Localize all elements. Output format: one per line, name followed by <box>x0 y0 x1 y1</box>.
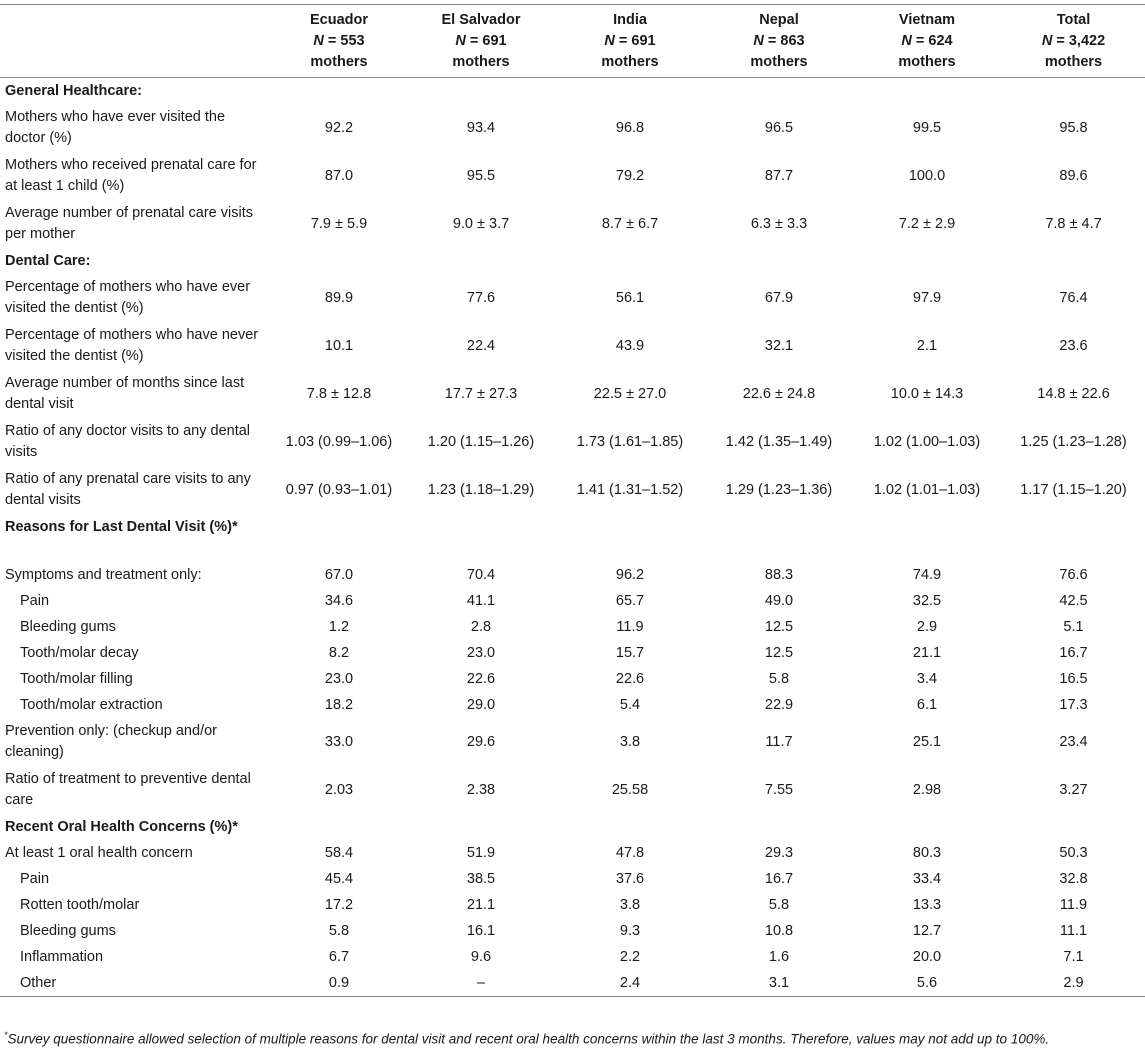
table-cell: 16.7 <box>764 870 794 887</box>
table-row <box>0 640 1145 666</box>
table-cell: 16.7 <box>1059 644 1088 661</box>
column-country: Total <box>1056 12 1091 28</box>
column-unit: mothers <box>1044 54 1103 70</box>
table-cell: 2.2 <box>619 948 641 965</box>
table-cell: 7.8 ± 12.8 <box>306 385 372 402</box>
table-cell: 10.8 <box>764 922 794 939</box>
column-n-label: N <box>604 33 615 49</box>
table-row <box>0 322 1145 370</box>
table-cell: 6.3 ± 3.3 <box>750 215 808 232</box>
table-cell: 11.9 <box>616 618 644 635</box>
column-header-total <box>1002 5 1145 78</box>
table-cell <box>1002 78 1145 105</box>
column-n-label: N <box>901 33 912 49</box>
table-cell: 7.55 <box>764 781 794 798</box>
table-cell: 25.58 <box>611 781 649 798</box>
row-label: Average number of months since last dental visit <box>5 375 245 412</box>
row-label: Bleeding gums <box>20 619 116 635</box>
table-cell: 100.0 <box>908 167 946 184</box>
row-label: Other <box>20 975 57 991</box>
table-cell: 22.6 <box>466 670 496 687</box>
table-row <box>0 892 1145 918</box>
table-cell: 2.1 <box>916 337 938 354</box>
table-row <box>0 692 1145 718</box>
column-n-value: = 3,422 <box>1056 33 1106 49</box>
table-cell: 93.4 <box>466 119 496 136</box>
table-row <box>0 718 1145 766</box>
row-label: Mothers who received prenatal care for at least 1 child (%) <box>5 157 257 194</box>
table-cell: 1.23 (1.18–1.29) <box>427 481 535 498</box>
table-cell: 96.2 <box>615 566 645 583</box>
footnote-text: Survey questionnaire allowed selection of multiple reasons for dental visit and recent oral health concerns within the last 3 months. Therefore, values may not add up to 100%. <box>7 1031 1050 1047</box>
table-header <box>0 5 1145 78</box>
row-label: Percentage of mothers who have never visited the dentist (%) <box>5 327 259 364</box>
column-header-ecuador <box>270 5 408 78</box>
table-cell: 9.3 <box>619 922 641 939</box>
table-row <box>0 918 1145 944</box>
table-cell <box>852 514 1002 562</box>
table-cell: 7.1 <box>1063 948 1084 965</box>
table-cell: 0.97 (0.93–1.01) <box>285 481 393 498</box>
column-unit: mothers <box>310 54 368 70</box>
column-header-vietnam <box>852 5 1002 78</box>
table-cell: 1.03 (0.99–1.06) <box>285 433 393 450</box>
table-cell: 37.6 <box>615 870 645 887</box>
table-row <box>0 666 1145 692</box>
table-cell: 5.8 <box>328 922 350 939</box>
table-cell: 29.6 <box>466 733 496 750</box>
table-row <box>0 200 1145 248</box>
table-cell: 5.6 <box>916 974 938 991</box>
row-label: Symptoms and treatment only: <box>5 567 202 583</box>
column-sample-size <box>408 31 554 52</box>
table-cell: 3.4 <box>916 670 938 687</box>
table-cell: 23.4 <box>1059 733 1088 750</box>
table-cell: 42.5 <box>1059 592 1088 609</box>
table-cell: 2.9 <box>1063 974 1084 991</box>
column-header-india <box>554 5 706 78</box>
table-cell <box>408 514 554 562</box>
table-cell: 22.6 ± 24.8 <box>742 385 816 402</box>
table-row <box>0 970 1145 997</box>
table-cell: 2.03 <box>324 781 354 798</box>
table-cell: 47.8 <box>615 844 645 861</box>
table-cell: 17.2 <box>324 896 354 913</box>
table-cell: 1.02 (1.00–1.03) <box>873 433 981 450</box>
table-cell <box>270 78 408 105</box>
table-cell: 2.4 <box>619 974 641 991</box>
table-row <box>0 370 1145 418</box>
section-header-row <box>0 814 1145 840</box>
table-cell: 3.8 <box>619 733 641 750</box>
column-n-label: N <box>455 33 466 49</box>
survey-table <box>0 4 1145 997</box>
table-cell: 5.1 <box>1063 618 1084 635</box>
row-label: Ratio of treatment to preventive dental care <box>5 771 251 808</box>
table-cell: 22.5 ± 27.0 <box>593 385 667 402</box>
table-cell: 74.9 <box>912 566 942 583</box>
table-cell: 25.1 <box>912 733 942 750</box>
table-cell: 87.7 <box>764 167 794 184</box>
table-cell: 12.7 <box>912 922 942 939</box>
table-cell: 17.3 <box>1059 696 1088 713</box>
table-cell <box>1002 814 1145 840</box>
table-cell: 33.0 <box>324 733 354 750</box>
column-sample-size <box>852 31 1002 52</box>
table-cell: 3.1 <box>768 974 790 991</box>
table-cell: 15.7 <box>615 644 645 661</box>
table-cell: 11.1 <box>1059 922 1088 939</box>
table-cell: 7.8 ± 4.7 <box>1045 215 1102 232</box>
table-cell: 1.20 (1.15–1.26) <box>427 433 535 450</box>
section-label: General Healthcare: <box>5 83 143 99</box>
table-cell: 32.1 <box>764 337 794 354</box>
table-row <box>0 274 1145 322</box>
table-cell: 77.6 <box>466 289 496 306</box>
column-n-value: = 553 <box>327 33 365 49</box>
row-label: Pain <box>20 871 50 887</box>
table-cell: 17.7 ± 27.3 <box>444 385 518 402</box>
row-label: Rotten tooth/molar <box>20 897 140 913</box>
table-row <box>0 944 1145 970</box>
table-cell: – <box>476 974 486 991</box>
table-cell: 1.2 <box>328 618 350 635</box>
table-cell <box>852 814 1002 840</box>
table-cell <box>554 248 706 274</box>
section-label: Dental Care: <box>5 253 91 269</box>
table-cell: 18.2 <box>324 696 354 713</box>
table-body <box>0 78 1145 997</box>
table-cell: 21.1 <box>466 896 496 913</box>
column-country: Vietnam <box>898 12 956 28</box>
table-cell: 12.5 <box>764 644 794 661</box>
table-cell: 16.5 <box>1059 670 1088 687</box>
table-cell: 10.1 <box>324 337 354 354</box>
footnote-marker: * <box>4 1030 8 1040</box>
row-label: Pain <box>20 593 50 609</box>
table-cell: 5.4 <box>619 696 641 713</box>
row-label: At least 1 oral health concern <box>5 845 193 861</box>
section-label: Reasons for Last Dental Visit (%)* <box>5 519 238 535</box>
table-cell: 29.0 <box>466 696 496 713</box>
table-cell: 14.8 ± 22.6 <box>1037 385 1110 402</box>
column-n-value: = 691 <box>469 33 507 49</box>
table-cell: 41.1 <box>466 592 496 609</box>
table-cell: 33.4 <box>912 870 942 887</box>
table-cell: 80.3 <box>912 844 942 861</box>
column-n-value: = 691 <box>618 33 656 49</box>
table-cell: 23.6 <box>1059 337 1088 354</box>
table-cell: 23.0 <box>466 644 496 661</box>
table-cell: 88.3 <box>764 566 794 583</box>
table-cell <box>706 814 852 840</box>
table-cell: 5.8 <box>768 670 790 687</box>
table-cell: 1.17 (1.15–1.20) <box>1020 481 1127 498</box>
row-label: Ratio of any prenatal care visits to any dental visits <box>5 471 251 508</box>
table-cell <box>852 248 1002 274</box>
table-cell: 22.6 <box>615 670 645 687</box>
column-header-nepal <box>706 5 852 78</box>
table-cell <box>706 514 852 562</box>
table-cell: 1.25 (1.23–1.28) <box>1020 433 1127 450</box>
column-sample-size <box>706 31 852 52</box>
table-cell <box>270 248 408 274</box>
section-header-row <box>0 248 1145 274</box>
table-row <box>0 866 1145 892</box>
table-cell: 12.5 <box>764 618 794 635</box>
table-cell <box>270 514 408 562</box>
table-row <box>0 840 1145 866</box>
table-cell: 67.0 <box>324 566 354 583</box>
table-cell: 1.29 (1.23–1.36) <box>725 481 833 498</box>
row-label: Percentage of mothers who have ever visited the dentist (%) <box>5 279 251 316</box>
table-cell: 95.5 <box>466 167 496 184</box>
section-header-row <box>0 78 1145 105</box>
table-cell: 32.8 <box>1059 870 1088 887</box>
table-cell: 89.9 <box>324 289 354 306</box>
table-cell <box>270 814 408 840</box>
column-sample-size <box>270 31 408 52</box>
row-label: Mothers who have ever visited the doctor (%) <box>5 109 226 146</box>
table-row <box>0 562 1145 588</box>
table-cell: 96.5 <box>764 119 794 136</box>
table-footnote <box>4 1026 1144 1049</box>
table-cell: 3.8 <box>619 896 641 913</box>
table-cell: 95.8 <box>1059 119 1088 136</box>
column-sample-size <box>554 31 706 52</box>
table-cell: 89.6 <box>1059 167 1088 184</box>
table-row <box>0 588 1145 614</box>
table-row <box>0 418 1145 466</box>
column-n-value: = 863 <box>767 33 805 49</box>
table-cell: 5.8 <box>768 896 790 913</box>
table-cell: 1.41 (1.31–1.52) <box>576 481 684 498</box>
table-cell <box>852 78 1002 105</box>
table-cell: 51.9 <box>466 844 496 861</box>
table-cell <box>1002 248 1145 274</box>
column-unit: mothers <box>452 54 510 70</box>
table-cell: 87.0 <box>324 167 354 184</box>
table-cell: 65.7 <box>615 592 645 609</box>
table-row <box>0 104 1145 152</box>
table-cell: 70.4 <box>466 566 496 583</box>
table-cell: 22.4 <box>466 337 496 354</box>
table-cell: 20.0 <box>912 948 942 965</box>
table-cell <box>706 78 852 105</box>
table-cell: 11.9 <box>1059 896 1088 913</box>
table-cell <box>1002 514 1145 562</box>
column-country: Nepal <box>759 12 799 28</box>
section-label: Recent Oral Health Concerns (%)* <box>5 819 238 835</box>
table-cell: 76.6 <box>1059 566 1088 583</box>
table-cell: 2.8 <box>470 618 492 635</box>
table-cell: 2.38 <box>466 781 496 798</box>
column-sample-size <box>1002 31 1145 52</box>
row-label: Tooth/molar extraction <box>20 697 163 713</box>
column-country: India <box>613 12 647 28</box>
table-cell <box>408 248 554 274</box>
table-cell: 8.2 <box>328 644 350 661</box>
table-cell: 23.0 <box>324 670 354 687</box>
table-cell: 13.3 <box>912 896 942 913</box>
table-row <box>0 152 1145 200</box>
table-cell: 9.0 ± 3.7 <box>452 215 510 232</box>
row-label: Tooth/molar decay <box>20 645 139 661</box>
table-cell: 97.9 <box>912 289 942 306</box>
table-cell: 10.0 ± 14.3 <box>890 385 964 402</box>
row-label: Tooth/molar filling <box>20 671 133 687</box>
table-cell: 1.73 (1.61–1.85) <box>576 433 684 450</box>
header-empty-cell <box>0 5 270 78</box>
table-cell: 76.4 <box>1059 289 1088 306</box>
table-cell: 2.98 <box>912 781 942 798</box>
table-cell <box>408 78 554 105</box>
table-cell: 1.02 (1.01–1.03) <box>873 481 981 498</box>
row-label: Average number of prenatal care visits per mother <box>5 205 253 242</box>
header-row <box>0 5 1145 78</box>
table-cell: 8.7 ± 6.7 <box>601 215 659 232</box>
table-cell <box>554 78 706 105</box>
table-cell <box>706 248 852 274</box>
table-cell: 16.1 <box>466 922 496 939</box>
table-cell: 34.6 <box>324 592 354 609</box>
table-cell: 29.3 <box>764 844 794 861</box>
table-cell <box>408 814 554 840</box>
column-n-label: N <box>753 33 764 49</box>
section-header-row <box>0 514 1145 562</box>
table-cell: 32.5 <box>912 592 942 609</box>
table-cell: 58.4 <box>324 844 354 861</box>
column-country: El Salvador <box>441 12 521 28</box>
table-row <box>0 614 1145 640</box>
row-label: Bleeding gums <box>20 923 116 939</box>
column-n-value: = 624 <box>915 33 953 49</box>
table-cell: 49.0 <box>764 592 794 609</box>
column-unit: mothers <box>750 54 808 70</box>
table-cell <box>554 814 706 840</box>
table-cell: 9.6 <box>470 948 492 965</box>
table-cell: 0.9 <box>328 974 350 991</box>
table-cell: 43.9 <box>615 337 645 354</box>
table-row <box>0 466 1145 514</box>
table-cell: 21.1 <box>912 644 942 661</box>
table-cell: 50.3 <box>1059 844 1088 861</box>
table-cell: 3.27 <box>1059 781 1088 798</box>
row-label: Prevention only: (checkup and/or cleaning) <box>5 723 217 760</box>
column-header-el-salvador <box>408 5 554 78</box>
table-row <box>0 766 1145 814</box>
table-cell: 45.4 <box>324 870 354 887</box>
table-cell: 6.7 <box>328 948 350 965</box>
table-cell: 56.1 <box>615 289 645 306</box>
row-label: Inflammation <box>20 949 104 965</box>
column-country: Ecuador <box>309 12 368 28</box>
table-cell: 79.2 <box>615 167 645 184</box>
table-cell: 1.6 <box>768 948 790 965</box>
table-cell: 6.1 <box>916 696 938 713</box>
table-cell: 7.2 ± 2.9 <box>898 215 956 232</box>
table-cell: 7.9 ± 5.9 <box>310 215 368 232</box>
table-cell: 1.42 (1.35–1.49) <box>725 433 833 450</box>
column-n-label: N <box>313 33 324 49</box>
column-n-label: N <box>1041 33 1053 49</box>
table-cell: 67.9 <box>764 289 794 306</box>
table-cell: 2.9 <box>916 618 938 635</box>
table-cell <box>554 514 706 562</box>
table-cell: 11.7 <box>765 733 793 750</box>
row-label: Ratio of any doctor visits to any dental visits <box>5 423 251 460</box>
table-cell: 96.8 <box>615 119 645 136</box>
table-cell: 38.5 <box>466 870 496 887</box>
table-cell: 92.2 <box>324 119 354 136</box>
column-unit: mothers <box>601 54 659 70</box>
table-cell: 22.9 <box>764 696 794 713</box>
column-unit: mothers <box>898 54 956 70</box>
table-cell: 99.5 <box>912 119 942 136</box>
